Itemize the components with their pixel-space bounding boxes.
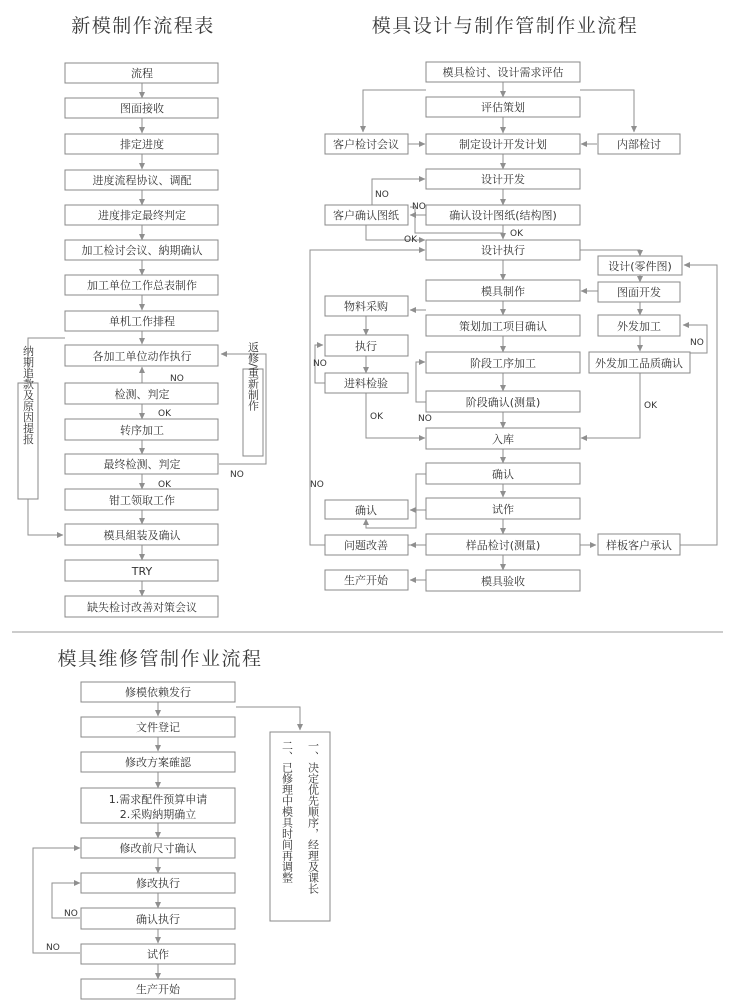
new-mold-flow [18,63,266,617]
step-schedule-final: 进度排定最终判定 [98,209,186,222]
label-ok: OK [158,480,171,490]
design-right-internal-review: 内部检讨 [617,138,661,151]
step-progress-agreement: 进度流程协议、调配 [92,174,192,187]
design-right-sample-approval: 样板客户承认 [606,539,672,552]
flow-arrow [416,362,426,402]
label-no: NO [46,943,60,953]
step-final-inspect: 最终检测、判定 [103,458,181,471]
design-step-mold-accept: 模具验收 [481,575,525,588]
label-ok: OK [404,235,417,245]
design-left-purchase: 物料采购 [344,300,388,313]
design-step-evaluate: 评估策划 [481,101,525,114]
side-text-rework: 返修/重新制作 [246,341,260,411]
flow-arrow [236,707,300,730]
design-flow [310,62,717,591]
design-step-process-confirm: 策划加工项目确认 [459,320,547,333]
design-left-execute: 执行 [355,340,377,353]
repair-step-execute: 修改执行 [136,877,180,890]
design-step-trial: 试作 [492,503,514,516]
step-assemble-confirm: 模具組装及确认 [103,529,181,542]
repair-note-priority: 一、决定优先顺序，经理及课长 [306,740,320,894]
label-no: NO [690,338,704,348]
step-schedule: 排定进度 [120,138,164,151]
step-work-table: 加工单位工作总表制作 [87,279,197,292]
step-inspect-judge: 检测、判定 [114,388,170,401]
step-unit-execute: 各加工单位动作执行 [92,350,192,363]
flow-arrow [680,265,717,545]
design-left-customer-drawing: 客户确认图纸 [333,209,399,222]
label-ok: OK [644,401,657,411]
repair-step-budget-request: 1.需求配件预算申请 [108,793,208,806]
design-step-review: 模具检讨、设计需求评估 [442,66,564,79]
design-left-customer-meeting: 客户检讨会议 [333,138,399,151]
side-text-lead-time: 纳期追款及原因提报 [21,345,35,445]
design-step-plan: 制定设计开发计划 [459,138,547,151]
step-flow: 流程 [131,67,153,80]
design-left-improve: 问题改善 [344,539,388,552]
design-step-execute: 设计执行 [481,244,525,257]
design-step-stage-process: 阶段工序加工 [470,357,536,370]
label-ok: OK [510,229,523,239]
flow-arrow [363,90,426,132]
label-no: NO [230,470,244,480]
step-processing-meeting: 加工检讨会议、納期确认 [81,244,203,257]
step-try: TRY [131,565,153,578]
design-step-confirm-drawing: 确认设计图纸(结构图) [449,209,557,222]
repair-note-box [270,732,330,921]
flow-arrow [580,90,634,132]
label-ok: OK [370,412,383,422]
design-step-stage-confirm: 阶段确认(测量) [465,396,541,409]
label-no: NO [412,202,426,212]
step-machine-schedule: 单机工作排程 [109,315,175,328]
label-no: NO [418,414,432,424]
design-right-drawing-develop: 图面开发 [617,286,661,299]
design-left-production-start: 生产开始 [344,574,388,587]
flow-arrow [581,373,640,438]
repair-step-plan-confirm: 修改方案確認 [125,756,191,769]
design-left-confirm: 确认 [355,504,377,517]
step-defect-meeting: 缺失检讨改善对策会议 [87,601,197,614]
repair-step-purchase-date: 2.采购納期确立 [119,808,197,821]
repair-step-production-start: 生产开始 [136,983,180,996]
repair-step-size-check: 修改前尺寸确认 [119,842,197,855]
label-no: NO [313,359,327,369]
design-step-confirm: 确认 [492,468,514,481]
flow-arrow [33,848,80,953]
design-step-warehouse: 入库 [492,433,514,446]
design-right-outsource-quality: 外发加工品质确认 [595,357,683,370]
design-step-develop: 设计开发 [481,173,525,186]
label-no: NO [170,374,184,384]
design-right-part-drawing: 设计(零件图) [608,260,672,273]
repair-flow [33,682,330,999]
design-right-outsource: 外发加工 [617,320,661,333]
title-repair-flow: 模具维修管制作业流程 [57,648,263,670]
design-left-incoming-inspect: 进料检验 [344,377,388,390]
label-ok: OK [158,409,171,419]
label-no: NO [310,480,324,490]
design-step-mold-make: 模具制作 [481,285,525,298]
design-step-sample-review: 样品检讨(测量) [465,539,541,552]
repair-step-register: 文件登记 [136,721,180,734]
repair-note-reschedule: 二、已修理中模具时间再调整 [280,740,294,883]
repair-step-issue: 修模依赖发行 [125,686,191,699]
title-new-mold: 新模制作流程表 [71,15,215,37]
label-no: NO [64,909,78,919]
step-fitter-take: 钳工领取工作 [109,494,175,507]
flow-arrow [580,250,640,256]
step-drawing-receive: 图面接收 [120,102,164,115]
repair-step-confirm-execute: 确认执行 [136,913,180,926]
step-transfer-process: 转序加工 [120,424,164,437]
title-design-flow: 模具设计与制作管制作业流程 [371,15,639,37]
repair-step-trial: 试作 [147,948,169,961]
label-no: NO [375,190,389,200]
